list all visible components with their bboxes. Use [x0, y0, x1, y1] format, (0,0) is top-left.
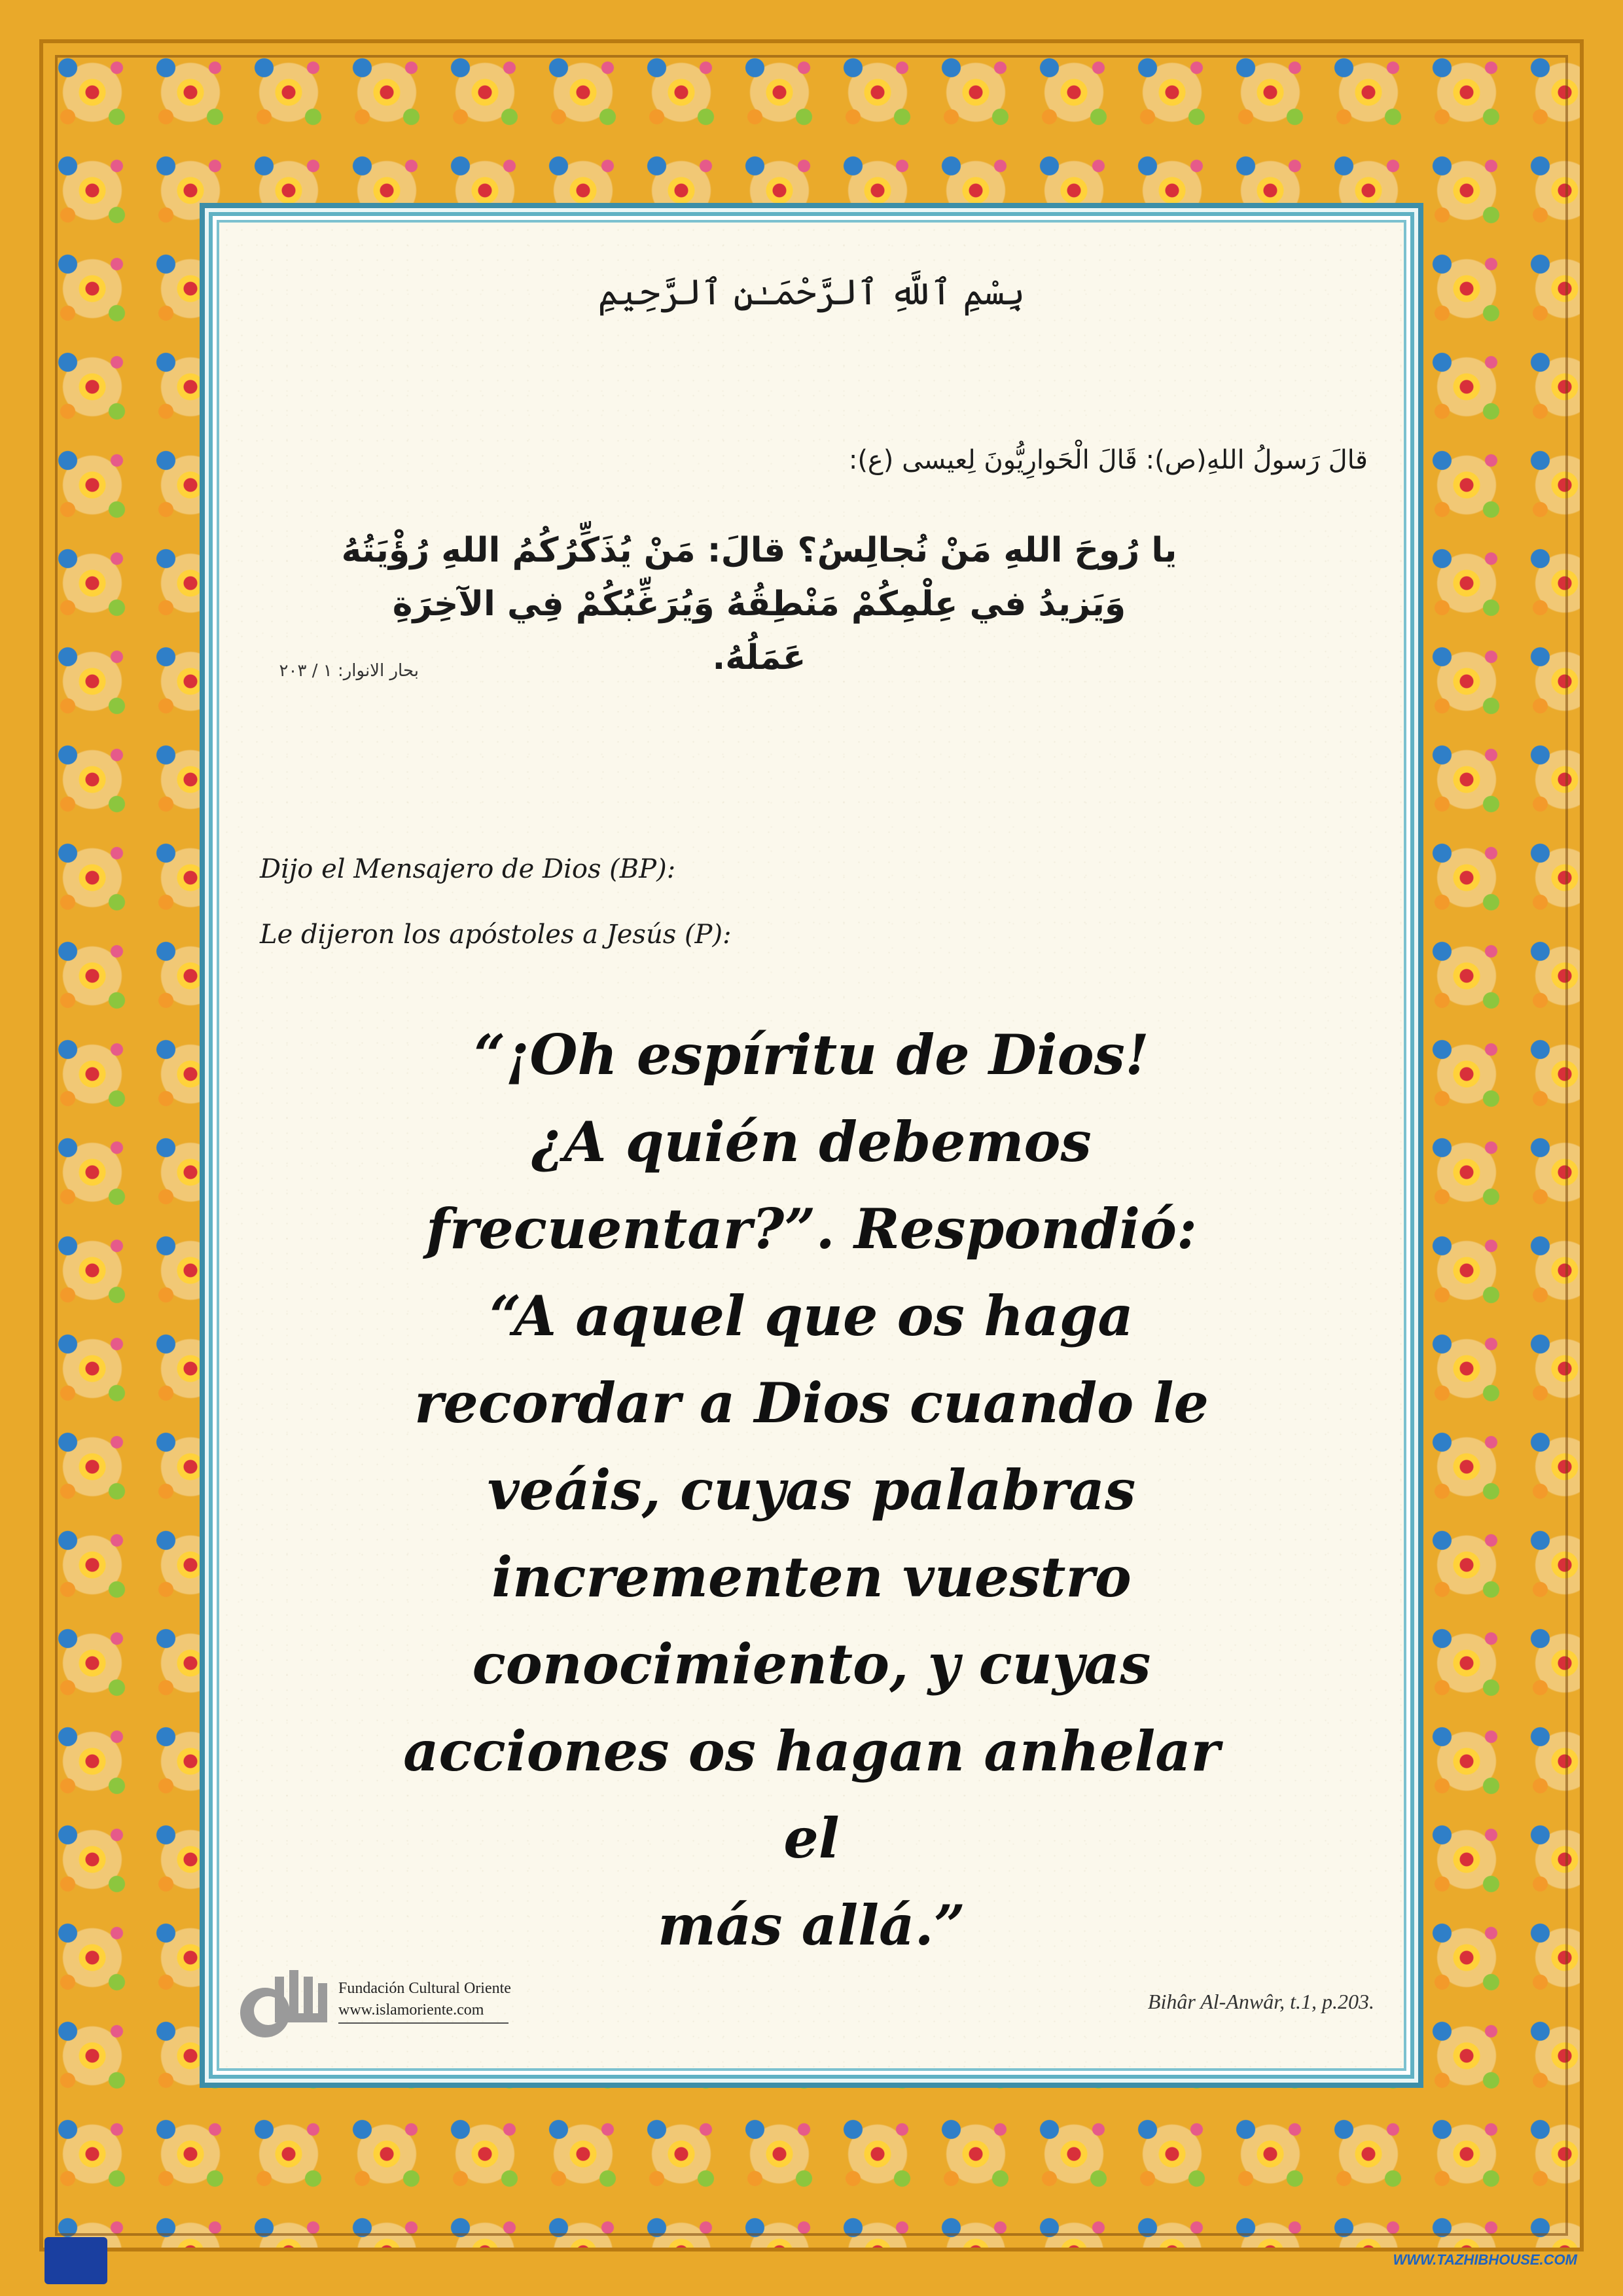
basmala: بِسْمِ ٱللَّهِ ٱلرَّحْمَـٰنِ ٱلرَّحِيمِ: [597, 272, 1026, 313]
quote-line: veáis, cuyas palabras: [487, 1458, 1136, 1522]
arabic-source: بحار الانوار: ۱ / ۲۰۳: [279, 661, 419, 681]
arabic-hadith: [340, 524, 1178, 685]
spanish-intro-line-1: Dijo el Mensajero de Dios (BP):: [260, 854, 676, 884]
org-url: www.islamoriente.com: [338, 2001, 484, 2018]
arabic-intro: قالَ رَسولُ اللهِ(ص): قَالَ الْحَوارِيُّونَ لِعيسى (ع):: [848, 445, 1368, 475]
org-name: Fundación Cultural Oriente: [338, 1980, 511, 1997]
org-divider: [338, 2022, 508, 2024]
arabic-hadith-line-2: وَيَزيدُ في عِلْمِكُمْ مَنْطِقُهُ وَيُرَغِّبُكُمْ فِي الآخِرَةِ عَمَلُهُ.: [392, 584, 1126, 677]
quote-line: “¡Oh espíritu de Dios!: [474, 1022, 1149, 1087]
quote-line: ¿A quién debemos: [531, 1109, 1092, 1174]
quote-line: “A aquel que os haga: [490, 1283, 1133, 1348]
quote-line: acciones os hagan anhelar el: [403, 1719, 1220, 1871]
site-credit: WWW.TAZHIBHOUSE.COM: [1393, 2251, 1577, 2268]
arabic-hadith-line-1: يا رُوحَ اللهِ مَنْ نُجالِسُ؟ قالَ: مَنْ يُذَكِّرُكُمُ اللهِ رُؤْيَتُهُ: [341, 531, 1177, 570]
fundacion-logo-icon: [236, 1957, 347, 2042]
quote-line: recordar a Dios cuando le: [414, 1371, 1209, 1435]
spanish-quote: [366, 1011, 1257, 1969]
quote-line: frecuentar?”. Respondió:: [425, 1196, 1198, 1261]
quote-line: incrementen vuestro: [491, 1545, 1132, 1609]
quote-line: conocimiento, y cuyas: [472, 1632, 1151, 1696]
publisher-badge-icon: [45, 2237, 107, 2284]
spanish-intro-line-2: Le dijeron los apóstoles a Jesús (P):: [260, 920, 732, 950]
quote-line: más allá.”: [657, 1893, 966, 1958]
spanish-source: Bihâr Al-Anwâr, t.1, p.203.: [1147, 1990, 1374, 2013]
